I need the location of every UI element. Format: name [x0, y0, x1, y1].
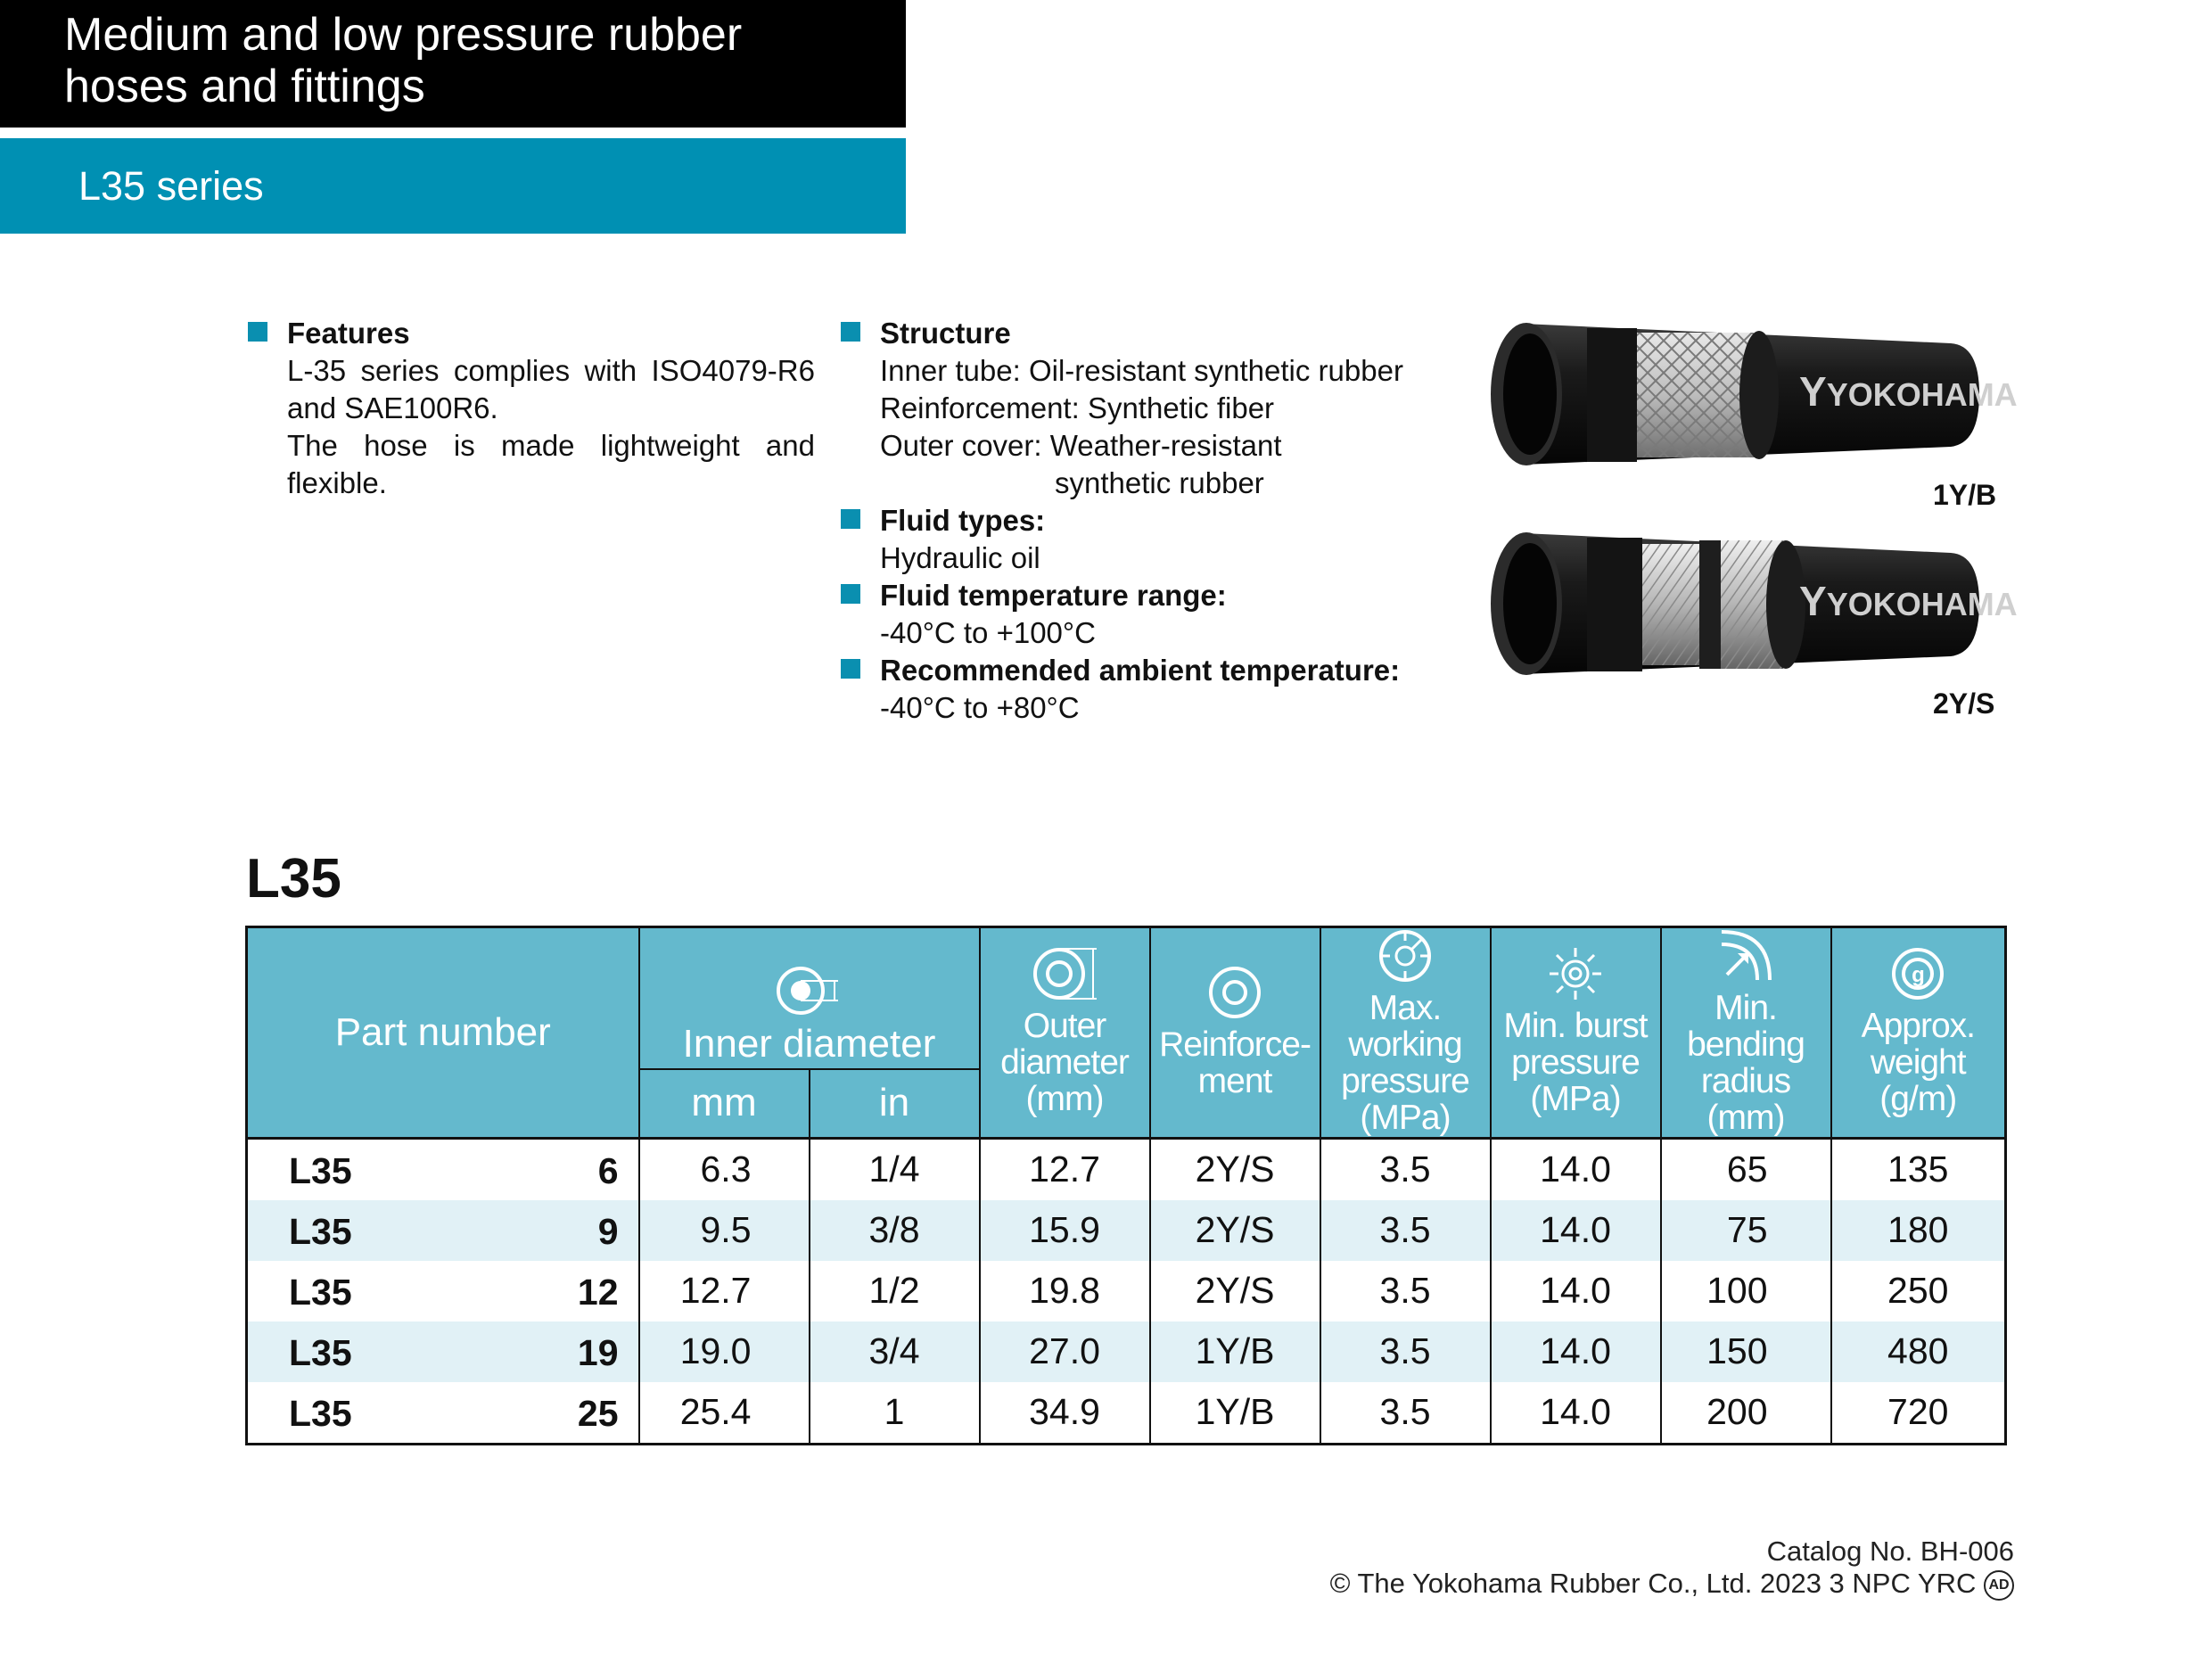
- cell-max-working-pressure: 3.5: [1320, 1382, 1491, 1445]
- series-title: L35 series: [78, 163, 264, 209]
- cell-min-burst-pressure: 14.0: [1491, 1382, 1661, 1445]
- cell-approx-weight: 135: [1831, 1138, 2006, 1200]
- cell-part-number: L35 12: [247, 1261, 639, 1322]
- fluid-types-heading: Fluid types:: [880, 502, 1468, 539]
- catalog-number: Catalog No. BH-006: [1766, 1536, 2014, 1567]
- table-row: [247, 1138, 2006, 1200]
- cell-max-working-pressure: 3.5: [1320, 1138, 1491, 1200]
- cell-reinforcement: 2Y/S: [1150, 1138, 1320, 1200]
- cell-reinforcement: 1Y/B: [1150, 1382, 1320, 1445]
- cell-min-burst-pressure: 14.0: [1491, 1138, 1661, 1200]
- cell-outer-diameter: 12.7: [980, 1138, 1150, 1200]
- cell-part-number: L35 25: [247, 1382, 639, 1445]
- features-section: [287, 315, 815, 502]
- cell-inner-in: 1/2: [810, 1261, 980, 1322]
- weight-icon: [1890, 946, 1945, 1001]
- header-reinforcement: Reinforce- ment: [1150, 927, 1320, 1139]
- table-row: [247, 1322, 2006, 1382]
- svg-text:YYOKOHAMA: YYOKOHAMA: [1799, 368, 2018, 415]
- cell-approx-weight: 480: [1831, 1322, 2006, 1382]
- reinforcement-icon: [1207, 965, 1262, 1020]
- fluid-types-value: Hydraulic oil: [880, 541, 1040, 574]
- cell-outer-diameter: 27.0: [980, 1322, 1150, 1382]
- cell-min-burst-pressure: 14.0: [1491, 1261, 1661, 1322]
- cell-reinforcement: 2Y/S: [1150, 1200, 1320, 1261]
- table-row: [247, 1261, 2006, 1322]
- header-min-burst-pressure: Min. burst pressure (MPa): [1491, 927, 1661, 1139]
- title-band: [0, 0, 906, 128]
- cell-inner-in: 3/4: [810, 1322, 980, 1382]
- cell-reinforcement: 2Y/S: [1150, 1261, 1320, 1322]
- features-text-1: L-35 series complies with ISO4079-R6 and SAE100R6.: [287, 354, 815, 424]
- header-mm: mm: [639, 1069, 810, 1138]
- structure-reinforcement: Reinforcement: Synthetic fiber: [880, 391, 1275, 424]
- cell-approx-weight: 180: [1831, 1200, 2006, 1261]
- header-max-working-pressure: Max. working pressure (MPa): [1320, 927, 1491, 1139]
- cell-max-working-pressure: 3.5: [1320, 1261, 1491, 1322]
- cell-inner-in: 1/4: [810, 1138, 980, 1200]
- table-row: [247, 1200, 2006, 1261]
- ambient-temp-value: -40°C to +80°C: [880, 691, 1080, 724]
- cell-min-burst-pressure: 14.0: [1491, 1322, 1661, 1382]
- cell-inner-mm: 6.3: [639, 1138, 810, 1200]
- header-outer-diameter: Outer diameter (mm): [980, 927, 1150, 1139]
- cell-inner-mm: 25.4: [639, 1382, 810, 1445]
- cell-max-working-pressure: 3.5: [1320, 1200, 1491, 1261]
- cell-part-number: L35 9: [247, 1200, 639, 1261]
- svg-text:g: g: [1912, 963, 1925, 988]
- cell-part-number: L35 19: [247, 1322, 639, 1382]
- header-min-bending-radius: Min. bending radius (mm): [1661, 927, 1831, 1139]
- fluid-temp-value: -40°C to +100°C: [880, 616, 1096, 649]
- page-title-line1: Medium and low pressure rubber: [64, 9, 743, 61]
- header-inner-diameter: Inner diameter: [639, 927, 980, 1070]
- cell-part-number: L35 6: [247, 1138, 639, 1200]
- cell-min-bending-radius: 65: [1661, 1138, 1831, 1200]
- cell-approx-weight: 250: [1831, 1261, 2006, 1322]
- cell-outer-diameter: 15.9: [980, 1200, 1150, 1261]
- cell-min-bending-radius: 150: [1661, 1322, 1831, 1382]
- ambient-temp-heading: Recommended ambient temperature:: [880, 652, 1468, 689]
- page-title-line2: hoses and fittings: [64, 61, 425, 112]
- hose-2ys-label: 2Y/S: [1933, 688, 1995, 720]
- table-row: [247, 1382, 2006, 1445]
- cell-min-bending-radius: 75: [1661, 1200, 1831, 1261]
- hose-1yb-image: [1487, 317, 2018, 473]
- pressure-gauge-icon: [1377, 928, 1433, 984]
- bullet-square-icon: [841, 509, 860, 529]
- cell-outer-diameter: 34.9: [980, 1382, 1150, 1445]
- burst-icon: [1548, 946, 1603, 1001]
- cell-inner-in: 3/8: [810, 1200, 980, 1261]
- inner-diameter-icon: [774, 965, 845, 1017]
- cell-outer-diameter: 19.8: [980, 1261, 1150, 1322]
- cell-inner-in: 1: [810, 1382, 980, 1445]
- copyright-text: © The Yokohama Rubber Co., Ltd. 2023 3 NPC YRC: [1329, 1568, 1977, 1599]
- cell-max-working-pressure: 3.5: [1320, 1322, 1491, 1382]
- structure-heading: Structure: [880, 315, 1468, 352]
- structure-inner-tube: Inner tube: Oil-resistant synthetic rubber: [880, 354, 1403, 387]
- cell-inner-mm: 12.7: [639, 1261, 810, 1322]
- hose-1yb-label: 1Y/B: [1933, 479, 1997, 511]
- bullet-square-icon: [841, 322, 860, 342]
- bending-radius-icon: [1718, 928, 1773, 984]
- fluid-temp-heading: Fluid temperature range:: [880, 577, 1468, 614]
- features-text-2: The hose is made lightweight and flexible.: [287, 429, 815, 499]
- table-title: L35: [246, 848, 341, 910]
- bullet-square-icon: [841, 659, 860, 679]
- cell-min-burst-pressure: 14.0: [1491, 1200, 1661, 1261]
- ad-mark-icon: AD: [1984, 1570, 2014, 1601]
- structure-section: [880, 315, 1468, 727]
- cell-approx-weight: 720: [1831, 1382, 2006, 1445]
- series-band: [0, 138, 906, 234]
- cell-inner-mm: 19.0: [639, 1322, 810, 1382]
- copyright-line: [1330, 1568, 2014, 1601]
- svg-text:YYOKOHAMA: YYOKOHAMA: [1799, 578, 2018, 624]
- header-part-number: Part number: [247, 927, 639, 1139]
- cell-reinforcement: 1Y/B: [1150, 1322, 1320, 1382]
- outer-diameter-icon: [1029, 946, 1100, 1001]
- bullet-square-icon: [248, 322, 267, 342]
- cell-min-bending-radius: 100: [1661, 1261, 1831, 1322]
- structure-outer-cover-cont: synthetic rubber: [1055, 466, 1264, 499]
- header-in: in: [810, 1069, 980, 1138]
- cell-inner-mm: 9.5: [639, 1200, 810, 1261]
- hose-2ys-image: [1487, 526, 2018, 682]
- structure-outer-cover: Outer cover: Weather-resistant: [880, 429, 1282, 462]
- features-heading: Features: [287, 315, 815, 352]
- bullet-square-icon: [841, 584, 860, 604]
- spec-table: [245, 926, 2007, 1445]
- cell-min-bending-radius: 200: [1661, 1382, 1831, 1445]
- header-approx-weight: g Approx. weight (g/m): [1831, 927, 2006, 1139]
